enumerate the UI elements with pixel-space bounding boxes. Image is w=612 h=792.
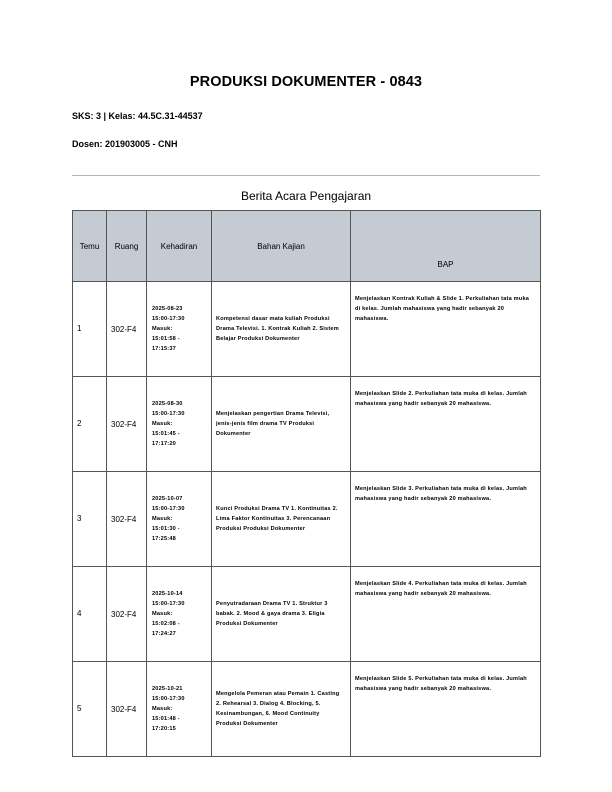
cell-bahan-kajian: Menjelaskan pengertian Drama Televisi, jenis-jenis film drama TV Produksi Dokumenter — [212, 377, 351, 472]
attendance-line: 15:01:58 - — [152, 336, 180, 342]
cell-bahan-kajian: Kunci Produksi Drama TV 1. Kontinuitas 2. Lima Faktor Kontinuitas 3. Perencanaan Produksi Produksi Dokumenter — [212, 472, 351, 567]
cell-bap: Menjelaskan Slide 5. Perkuliahan tata muka di kelas. Jumlah mahasiswa yang hadir sebanyak 20 mahasiswa. — [351, 662, 541, 757]
header-temu: Temu — [73, 211, 107, 282]
attendance-line: 2025-08-23 — [152, 306, 183, 312]
cell-temu: 4 — [73, 567, 107, 662]
cell-bap: Menjelaskan Slide 2. Perkuliahan tata muka di kelas. Jumlah mahasiswa yang hadir sebanyak 20 mahasiswa. — [351, 377, 541, 472]
attendance-line: 15:00-17:30 — [152, 506, 185, 512]
cell-bahan-kajian: Penyutradaraan Drama TV 1. Struktur 3 babak. 2. Mood & gaya drama 3. Eligia Produksi Dokumenter — [212, 567, 351, 662]
cell-bap: Menjelaskan Slide 3. Perkuliahan tata muka di kelas. Jumlah mahasiswa yang hadir sebanyak 20 mahasiswa. — [351, 472, 541, 567]
cell-ruang: 302-F4 — [107, 567, 147, 662]
attendance-line: 15:00-17:30 — [152, 316, 185, 322]
attendance-line: Masuk: — [152, 421, 173, 427]
attendance-line: 17:20:15 — [152, 726, 176, 732]
cell-ruang: 302-F4 — [107, 662, 147, 757]
table-row — [73, 472, 541, 567]
header-ruang: Ruang — [107, 211, 147, 282]
cell-temu: 5 — [73, 662, 107, 757]
lecturer-info: Dosen: 201903005 - CNH — [72, 139, 178, 149]
attendance-line: Masuk: — [152, 706, 173, 712]
attendance-line: 2025-10-07 — [152, 496, 183, 502]
cell-kehadiran — [147, 282, 212, 377]
teaching-record-table — [72, 210, 541, 757]
table-row — [73, 662, 541, 757]
cell-bap: Menjelaskan Kontrak Kuliah & Slide 1. Perkuliahan tata muka di kelas. Jumlah mahasiswa yang hadir sebanyak 20 mahasiswa. — [351, 282, 541, 377]
header-bap: BAP — [351, 211, 541, 282]
header-bahan-kajian: Bahan Kajian — [212, 211, 351, 282]
cell-ruang: 302-F4 — [107, 472, 147, 567]
cell-temu: 1 — [73, 282, 107, 377]
cell-bahan-kajian: Mengelola Pemeran atau Pemain 1. Casting 2. Rehearsal 3. Dialog 4. Blocking, 5. Kesinambungan, 6. Mood Continuity Produksi Dokumenter — [212, 662, 351, 757]
cell-kehadiran — [147, 472, 212, 567]
attendance-line: 15:01:45 - — [152, 431, 180, 437]
attendance-line: 15:02:08 - — [152, 621, 180, 627]
cell-ruang: 302-F4 — [107, 282, 147, 377]
attendance-line: 17:15:37 — [152, 346, 176, 352]
attendance-line: 2025-10-21 — [152, 686, 183, 692]
table-row — [73, 567, 541, 662]
attendance-line: 15:01:30 - — [152, 526, 180, 532]
attendance-line: 17:25:48 — [152, 536, 176, 542]
table-header-row — [73, 211, 541, 282]
header-kehadiran: Kehadiran — [147, 211, 212, 282]
cell-ruang: 302-F4 — [107, 377, 147, 472]
attendance-line: 17:17:20 — [152, 441, 176, 447]
cell-temu: 3 — [73, 472, 107, 567]
attendance-line: Masuk: — [152, 611, 173, 617]
table-row — [73, 377, 541, 472]
cell-kehadiran — [147, 662, 212, 757]
cell-temu: 2 — [73, 377, 107, 472]
cell-kehadiran — [147, 377, 212, 472]
cell-bap: Menjelaskan Slide 4. Perkuliahan tata muka di kelas. Jumlah mahasiswa yang hadir sebanyak 20 mahasiswa. — [351, 567, 541, 662]
attendance-line: Masuk: — [152, 516, 173, 522]
attendance-line: 2025-10-14 — [152, 591, 183, 597]
attendance-line: 15:01:48 - — [152, 716, 180, 722]
table-row — [73, 282, 541, 377]
attendance-line: 15:00-17:30 — [152, 696, 185, 702]
attendance-line: 2025-08-30 — [152, 401, 183, 407]
table-title: Berita Acara Pengajaran — [240, 189, 372, 203]
attendance-line: Masuk: — [152, 326, 173, 332]
divider — [72, 175, 540, 176]
cell-bahan-kajian: Kompetensi dasar mata kuliah Produksi Drama Televisi. 1. Kontrak Kuliah 2. Sistem Belajar Produksi Dokumenter — [212, 282, 351, 377]
document-title: PRODUKSI DOKUMENTER - 0843 — [189, 74, 423, 90]
attendance-line: 15:00-17:30 — [152, 411, 185, 417]
cell-kehadiran — [147, 567, 212, 662]
attendance-line: 15:00-17:30 — [152, 601, 185, 607]
attendance-line: 17:24:27 — [152, 631, 176, 637]
sks-class-info: SKS: 3 | Kelas: 44.5C.31-44537 — [72, 111, 203, 121]
